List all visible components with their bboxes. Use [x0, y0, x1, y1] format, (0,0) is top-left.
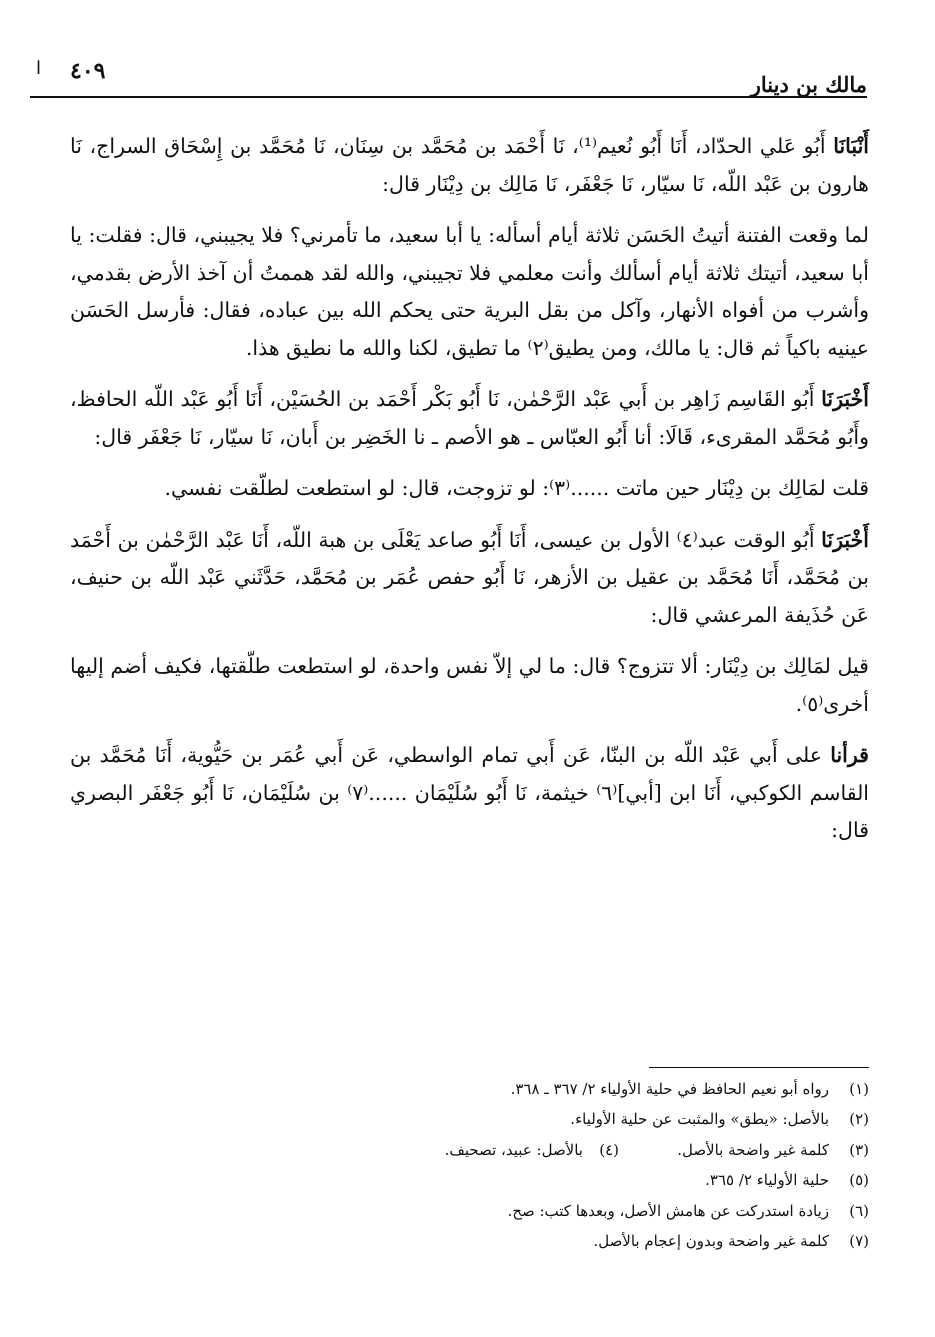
- header-title: مالك بن دينار: [750, 72, 867, 97]
- footnote-number: (١): [849, 1080, 869, 1098]
- main-text: [70, 128, 869, 864]
- footnote: [120, 1135, 869, 1165]
- footnote-number: (٥): [849, 1171, 869, 1190]
- paragraph-lead: أَخْبَرَنَا: [821, 527, 869, 552]
- footnote-number: (٢): [849, 1110, 869, 1129]
- paragraph: [70, 128, 869, 203]
- paragraph-text: قلت لمَالِك بن دِيْنَار حين ماتت ......⁽٣⁾: لو تزوجت، قال: لو استطعت لطلّقت نفسي.: [164, 476, 869, 500]
- paragraph: [70, 737, 869, 850]
- footnote-text: رواه أبو نعيم الحافظ في حلية الأولياء ٢/ ٣٦٧ ـ ٣٦٨.: [510, 1080, 829, 1098]
- paragraph: [70, 217, 869, 367]
- footnote-text: بالأصل: عبيد، تصحيف.: [444, 1140, 583, 1159]
- running-header: [30, 52, 867, 98]
- footnote-text: بالأصل: «يطق» والمثبت عن حلية الأولياء.: [570, 1110, 829, 1129]
- footnote-number: (٧): [849, 1232, 869, 1251]
- footnote-text: كلمة غير واضحة وبدون إعجام بالأصل.: [593, 1232, 829, 1251]
- paragraph: [70, 470, 869, 508]
- paragraph: [70, 522, 869, 635]
- paragraph-text: أَبُو الوقت عبد⁽٤⁾ الأول بن عيسى، أَنَا أَبُو صاعد يَعْلَى بن هبة اللّه، أَنَا عَبْد الرَّحْمٰن بن أَحْمَد بن مُحَمَّد، أَنَا مُحَمَّد بن عقيل بن الأزهر، نَا أَبُو حفص عُمَر بن مُحَمَّد، حَدَّثَني عَبْد اللّه بن حنيف، عَن حُذَيفة المرعشي قال:: [70, 527, 869, 627]
- paragraph-text: قيل لمَالِك بن دِيْنَار: ألا تتزوج؟ قال: ما لي إلاّ نفس واحدة، لو استطعت طلّقتها، فكيف أضم إليها أخرى⁽٥⁾.: [70, 654, 869, 716]
- footnote-number: (٤): [599, 1140, 619, 1159]
- footnote-separator: [649, 1067, 869, 1068]
- paragraph-lead: أَنْبَانَا: [833, 134, 869, 158]
- footnotes: [120, 1074, 869, 1256]
- footnote: [120, 1165, 869, 1195]
- footnote-text: زيادة استدركت عن هامش الأصل، وبعدها كتب: صح.: [507, 1201, 829, 1220]
- paragraph-lead: أَخْبَرَنَا: [821, 387, 869, 411]
- paragraph-text: على أَبي عَبْد اللّه بن البنّا، عَن أَبي تمام الواسطي، عَن أَبي عُمَر بن حَيُّوية، أَنَا مُحَمَّد بن القاسم الكوكبي، أَنَا ابن [أبي]⁽٦⁾ خيثمة، نَا أَبُو سُلَيْمَان ......⁽٧⁾ بن سُلَيْمَان، نَا أَبُو جَعْفَر البصري قال:: [70, 743, 870, 842]
- footnote-text: حلية الأولياء ٢/ ٣٦٥.: [705, 1171, 829, 1190]
- page-number: ٤٠٩: [70, 58, 106, 84]
- footnote-number: (٦): [849, 1201, 869, 1220]
- footnote-number: (٣): [849, 1140, 869, 1159]
- paragraph-text: لما وقعت الفتنة أتيتُ الحَسَن ثلاثة أيام أسأله: يا أبا سعيد، ما تأمرني؟ فلا يجيبني، قال: فقلت: يا أبا سعيد، أتيتك ثلاثة أيام أسألك وأنت معلمي فلا تجيبني، والله لقد هممتُ أن آخذ الأرض بقدمي، وأشرب من أفواه الأنهار، وآكل من بقل البرية حتى يحكم الله بين عباده، فقال: فأرسل الحَسَن عينيه باكياً ثم قال: يا مالك، ومن يطيق⁽٢⁾ ما تطيق، لكنا والله ما نطيق هذا.: [70, 223, 869, 360]
- footnote: [120, 1226, 869, 1256]
- paragraph: [70, 648, 869, 723]
- footnote: [120, 1074, 869, 1104]
- footnote: [120, 1196, 869, 1226]
- paragraph: [70, 381, 869, 456]
- paragraph-text: أَبُو عَلي الحدّاد، أَنَا أَبُو نُعيم⁽¹⁾، نَا أَحْمَد بن مُحَمَّد بن سِنَان، نَا مُحَمَّد بن إِسْحَاق السراج، نَا هارون بن عَبْد اللّه، نَا سيّار، نَا جَعْفَر، نَا مَالِك بن دِيْنَار قال:: [70, 134, 869, 196]
- margin-mark: ا: [36, 58, 42, 79]
- footnote: [120, 1104, 869, 1134]
- paragraph-text: أَبُو القَاسِم زَاهِر بن أَبي عَبْد الرَّحْمٰن، نَا أَبُو بَكْر أَحْمَد بن الحُسَيْن، أَنَا أَبُو عَبْد اللّه الحافظ، وأَبُو مُحَمَّد المقرىء، قَالَا: أنا أَبُو العبّاس ـ هو الأصم ـ نا الخَضِر بن أَبان، نَا سيّار، نَا جَعْفَر قال:: [70, 387, 869, 449]
- paragraph-lead: قرأنا: [830, 743, 869, 767]
- footnote-text: كلمة غير واضحة بالأصل.: [677, 1140, 829, 1159]
